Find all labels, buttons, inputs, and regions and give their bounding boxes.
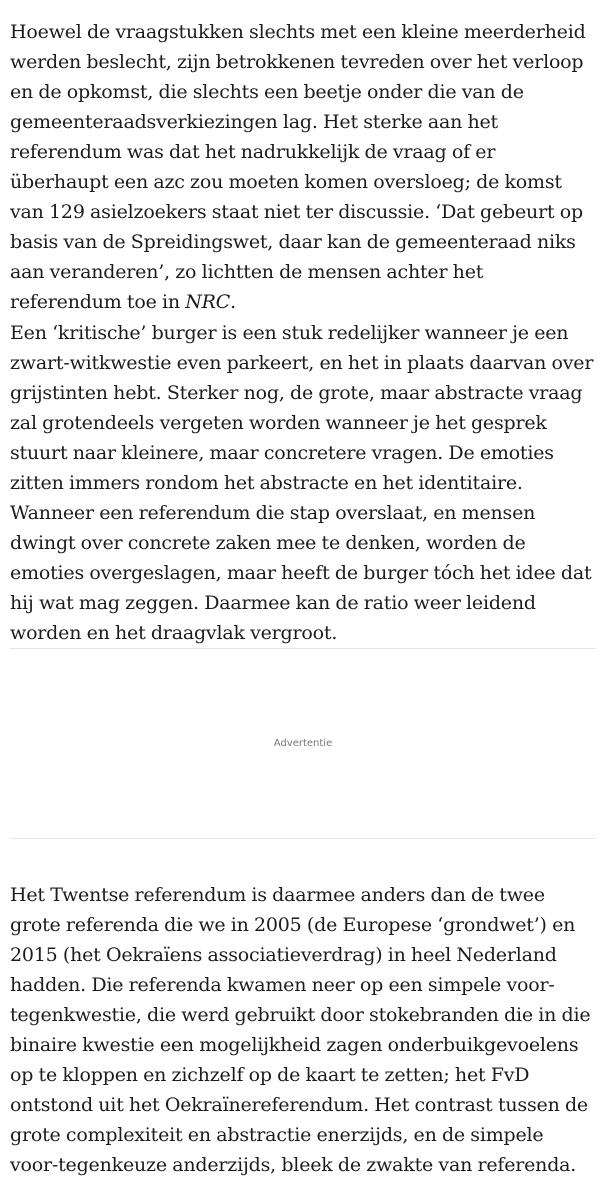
ad-divider-bottom (10, 838, 596, 839)
paragraph-critical-citizen: Een ‘kritische’ burger is een stuk redelijker wanneer je een zwart-witkwestie even parkeert, en het in plaats daarvan over grijstinten hebt. Sterker nog, de grote, maar abstracte vraag zal grotendeels vergeten worden wanneer je het gesprek stuurt naar kleinere, maar concretere vragen. De emoties zitten immers rondom het abstracte en het identitaire. Wanneer een referendum die stap overslaat, en mensen dwingt over concrete zaken mee te denken, worden de emoties overgeslagen, maar heeft de burger tóch het idee dat hij wat mag zeggen. Daarmee kan de ratio weer leidend worden en het draagvlak vergroot. (10, 322, 594, 644)
source-nrc: NRC (185, 291, 231, 313)
advertisement-label: Advertentie (273, 738, 333, 749)
paragraph-text: Hoewel de vraagstukken slechts met een kleine meerderheid werden beslecht, zijn betrokkenen tevreden over het verloop en de opkomst, die slechts een beetje onder die van de gemeenteraadsverkiezingen lag. Het sterke aan het referendum was dat het nadrukkelijk de vraag of er überhaupt een azc zou moeten komen oversloeg; de komst van 129 asielzoekers staat niet ter discussie. ‘Dat gebeurt op basis van de Spreidingswet, daar kan de gemeenteraad niks aan veranderen’, zo lichtten de mensen achter het referendum toe in (10, 21, 586, 313)
ad-divider-top (10, 648, 596, 649)
paragraph-referendum-outcome (10, 17, 596, 317)
paragraph-twente-referendum: Het Twentse referendum is daarmee anders dan de twee grote referenda die we in 2005 (de Europese ‘grondwet’) en 2015 (het Oekraïens associatieverdrag) in heel Nederland hadden. Die referenda kwamen neer op een simpele voor-tegenkwestie, die werd gebruikt door stokebranden die in die binaire kwestie een mogelijkheid zagen onderbuikgevoelens op te kloppen en zichzelf op de kaart te zetten; het FvD ontstond uit het Oekraïnereferendum. Het contrast tussen de grote complexiteit en abstractie enerzijds, en de simpele voor-tegenkeuze anderzijds, bleek de zwakte van referenda. (10, 884, 591, 1176)
paragraph-end: . (230, 291, 236, 313)
